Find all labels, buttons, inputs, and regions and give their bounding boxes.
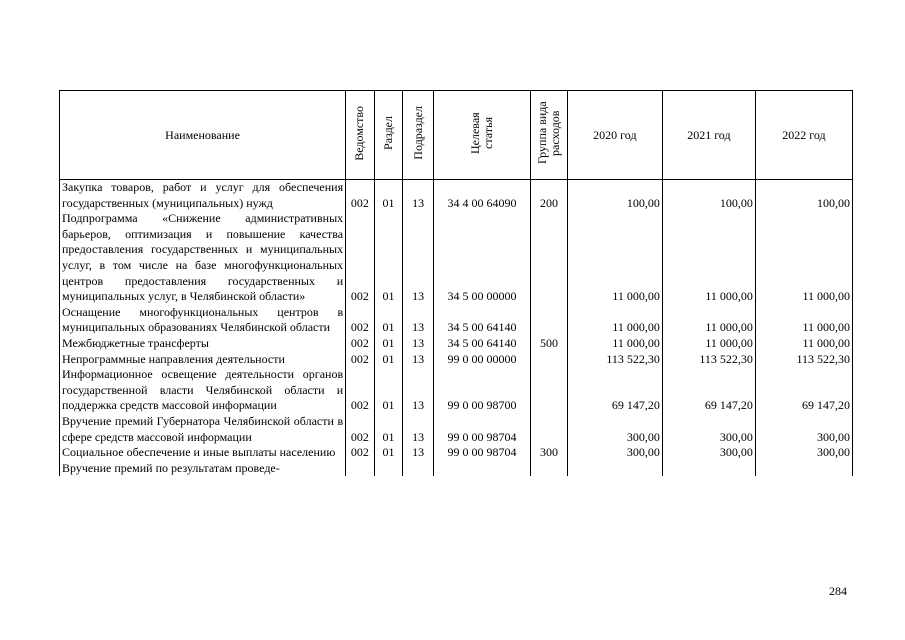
row-2022: 69 147,20 [755,367,852,414]
row-group: 200 [531,180,568,212]
row-section: 01 [374,352,403,368]
table-row [60,414,853,445]
row-2021: 69 147,20 [662,367,755,414]
row-section: 01 [374,180,403,212]
header-name: Наименование [60,91,346,180]
row-2020: 300,00 [567,445,662,461]
row-target: 34 5 00 64140 [434,336,531,352]
row-name: Вручение премий по результатам проведе- [60,461,346,477]
row-group [531,414,568,445]
row-target: 99 0 00 98704 [434,445,531,461]
row-target: 99 0 00 00000 [434,352,531,368]
row-subsection: 13 [403,211,434,305]
row-group: 300 [531,445,568,461]
row-dept: 002 [346,445,375,461]
row-target: 34 5 00 00000 [434,211,531,305]
row-group [531,211,568,305]
row-2020: 11 000,00 [567,211,662,305]
budget-table [59,90,853,476]
row-target: 99 0 00 98704 [434,414,531,445]
row-2021: 11 000,00 [662,211,755,305]
row-2022: 300,00 [755,445,852,461]
row-name: Непрограммные направления деятельности [60,352,346,368]
row-subsection: 13 [403,445,434,461]
table-row [60,180,853,212]
row-2020: 300,00 [567,414,662,445]
row-dept: 002 [346,352,375,368]
row-name: Закупка товаров, работ и услуг для обеспечения государственных (муниципальных) нужд [60,180,346,212]
row-section: 01 [374,445,403,461]
row-name: Подпрограмма «Снижение административных барьеров, оптимизация и повышение качества предоставления государственных и муниципальных услуг, в том числе на базе многофункциональных центров предоставления государственных и муниципальных услуг, в Челябинской области» [60,211,346,305]
row-dept: 002 [346,367,375,414]
row-target: 99 0 00 98700 [434,367,531,414]
header-2020: 2020 год [567,91,662,180]
header-2021: 2021 год [662,91,755,180]
row-2021: 300,00 [662,414,755,445]
row-2021: 11 000,00 [662,305,755,336]
page-number: 284 [829,584,847,598]
row-subsection: 13 [403,305,434,336]
row-dept: 002 [346,305,375,336]
row-name: Межбюджетные трансферты [60,336,346,352]
table-row [60,211,853,305]
header-subsection: Подраздел [403,91,434,180]
row-2022: 113 522,30 [755,352,852,368]
row-2022: 11 000,00 [755,336,852,352]
row-name: Оснащение многофункциональных центров в муниципальных образованиях Челябинской области [60,305,346,336]
table-row [60,305,853,336]
table-row [60,367,853,414]
row-dept: 002 [346,336,375,352]
header-section: Раздел [374,91,403,180]
row-subsection: 13 [403,352,434,368]
header-expense-group: Группа вида расходов [531,91,568,180]
row-2022: 11 000,00 [755,211,852,305]
row-section: 01 [374,414,403,445]
row-2020: 11 000,00 [567,336,662,352]
row-2020: 113 522,30 [567,352,662,368]
row-2021: 300,00 [662,445,755,461]
row-subsection: 13 [403,367,434,414]
row-2021: 100,00 [662,180,755,212]
row-section: 01 [374,336,403,352]
row-section: 01 [374,305,403,336]
row-group [531,352,568,368]
empty-cell [403,461,434,477]
empty-cell [346,461,375,477]
row-2020: 69 147,20 [567,367,662,414]
empty-cell [374,461,403,477]
row-name: Вручение премий Губернатора Челябинской области в сфере средств массовой информации [60,414,346,445]
row-section: 01 [374,211,403,305]
row-2021: 113 522,30 [662,352,755,368]
row-target: 34 4 00 64090 [434,180,531,212]
empty-cell [531,461,568,477]
row-2020: 100,00 [567,180,662,212]
row-dept: 002 [346,211,375,305]
empty-cell [434,461,531,477]
row-group [531,367,568,414]
row-subsection: 13 [403,180,434,212]
header-dept: Ведомство [346,91,375,180]
empty-cell [755,461,852,477]
table-row [60,352,853,368]
table-row [60,336,853,352]
row-2020: 11 000,00 [567,305,662,336]
row-name: Информационное освещение деятельности органов государственной власти Челябинской области и поддержка средств массовой информации [60,367,346,414]
empty-cell [567,461,662,477]
row-section: 01 [374,367,403,414]
table-row-partial [60,461,853,477]
header-2022: 2022 год [755,91,852,180]
row-group [531,305,568,336]
row-name: Социальное обеспечение и иные выплаты населению [60,445,346,461]
empty-cell [662,461,755,477]
row-subsection: 13 [403,336,434,352]
row-2022: 11 000,00 [755,305,852,336]
table-header-row [60,91,853,180]
row-2022: 300,00 [755,414,852,445]
row-target: 34 5 00 64140 [434,305,531,336]
header-target-article: Целевая статья [434,91,531,180]
row-subsection: 13 [403,414,434,445]
row-2021: 11 000,00 [662,336,755,352]
row-dept: 002 [346,180,375,212]
row-group: 500 [531,336,568,352]
row-2022: 100,00 [755,180,852,212]
row-dept: 002 [346,414,375,445]
table-row [60,445,853,461]
